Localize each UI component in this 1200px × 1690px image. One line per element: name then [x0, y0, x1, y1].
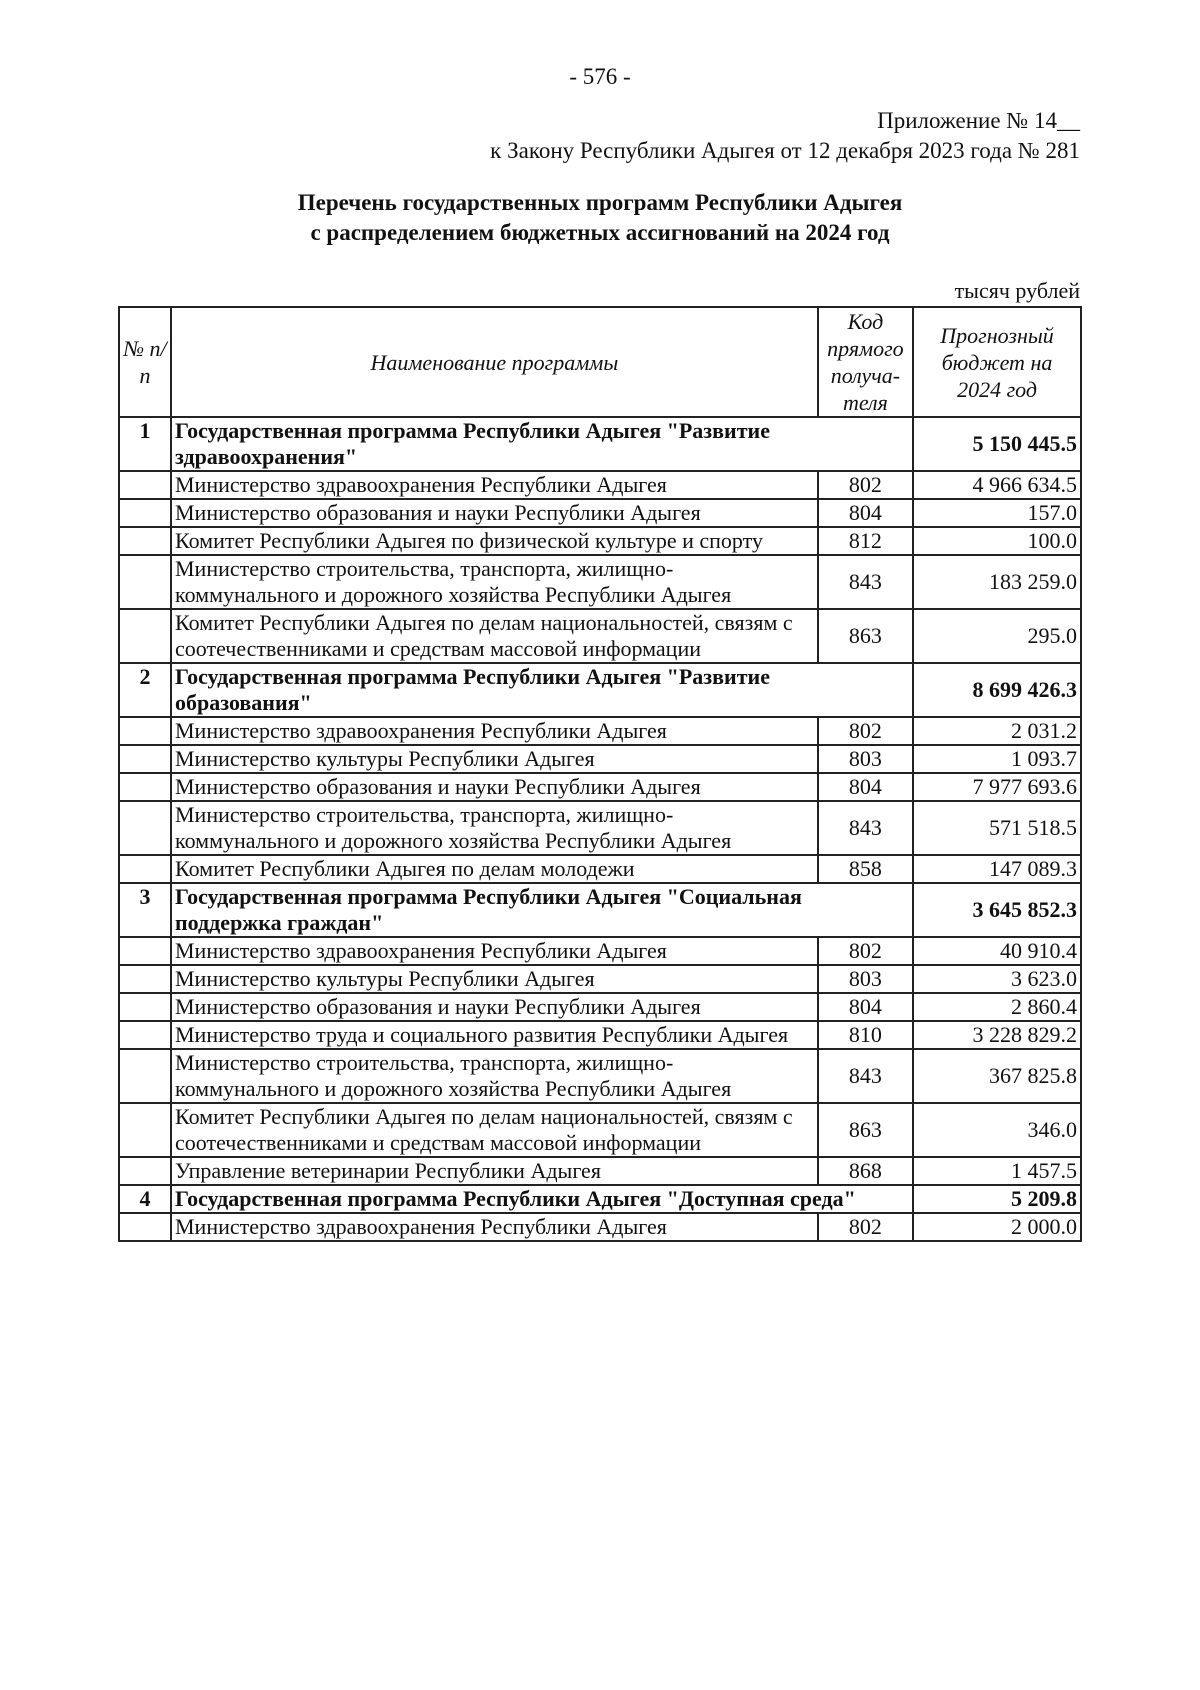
- program-row: [119, 883, 1081, 937]
- recipient-name: Министерство здравоохранения Республики Адыгея: [171, 1213, 818, 1241]
- table-body: [119, 417, 1081, 1241]
- recipient-row: [119, 1157, 1081, 1185]
- empty-number-cell: [119, 855, 171, 883]
- recipient-row: [119, 1049, 1081, 1103]
- empty-number-cell: [119, 471, 171, 499]
- recipient-row: [119, 937, 1081, 965]
- recipient-row: [119, 993, 1081, 1021]
- recipient-code: 858: [818, 855, 913, 883]
- recipient-code: 803: [818, 965, 913, 993]
- empty-number-cell: [119, 993, 171, 1021]
- recipient-amount: 367 825.8: [913, 1049, 1081, 1103]
- recipient-name: Министерство здравоохранения Республики Адыгея: [171, 937, 818, 965]
- recipient-code: 804: [818, 773, 913, 801]
- empty-number-cell: [119, 773, 171, 801]
- recipient-row: [119, 855, 1081, 883]
- recipient-row: [119, 1213, 1081, 1241]
- program-row: [119, 663, 1081, 717]
- recipient-code: 812: [818, 527, 913, 555]
- empty-number-cell: [119, 499, 171, 527]
- recipient-code: 802: [818, 937, 913, 965]
- program-total: 8 699 426.3: [913, 663, 1081, 717]
- header-number: № п/п: [119, 307, 171, 417]
- program-total: 5 209.8: [913, 1185, 1081, 1213]
- empty-number-cell: [119, 1103, 171, 1157]
- recipient-amount: 100.0: [913, 527, 1081, 555]
- recipient-amount: 3 228 829.2: [913, 1021, 1081, 1049]
- recipient-row: [119, 499, 1081, 527]
- recipient-row: [119, 527, 1081, 555]
- recipient-code: 863: [818, 609, 913, 663]
- recipient-amount: 183 259.0: [913, 555, 1081, 609]
- recipient-code: 804: [818, 499, 913, 527]
- program-total: 3 645 852.3: [913, 883, 1081, 937]
- empty-number-cell: [119, 745, 171, 773]
- recipient-name: Министерство образования и науки Республики Адыгея: [171, 993, 818, 1021]
- recipient-code: 843: [818, 801, 913, 855]
- recipient-name: Министерство здравоохранения Республики Адыгея: [171, 471, 818, 499]
- recipient-amount: 1 457.5: [913, 1157, 1081, 1185]
- recipient-row: [119, 609, 1081, 663]
- recipient-name: Министерство образования и науки Республики Адыгея: [171, 499, 818, 527]
- recipient-code: 804: [818, 993, 913, 1021]
- program-number: 2: [119, 663, 171, 717]
- recipient-code: 803: [818, 745, 913, 773]
- program-row: [119, 1185, 1081, 1213]
- recipient-amount: 7 977 693.6: [913, 773, 1081, 801]
- header-program-name: Наименование программы: [171, 307, 818, 417]
- program-number: 1: [119, 417, 171, 471]
- recipient-code: 810: [818, 1021, 913, 1049]
- table-header-row: [119, 307, 1081, 417]
- program-name: Государственная программа Республики Адыгея "Социальная поддержка граждан": [171, 883, 913, 937]
- empty-number-cell: [119, 937, 171, 965]
- recipient-name: Комитет Республики Адыгея по физической культуре и спорту: [171, 527, 818, 555]
- recipient-amount: 40 910.4: [913, 937, 1081, 965]
- recipient-amount: 4 966 634.5: [913, 471, 1081, 499]
- recipient-row: [119, 745, 1081, 773]
- recipient-name: Министерство строительства, транспорта, жилищно-коммунального и дорожного хозяйства Республики Адыгея: [171, 801, 818, 855]
- recipient-row: [119, 773, 1081, 801]
- program-number: 4: [119, 1185, 171, 1213]
- recipient-row: [119, 801, 1081, 855]
- recipient-row: [119, 717, 1081, 745]
- recipient-name: Управление ветеринарии Республики Адыгея: [171, 1157, 818, 1185]
- recipient-name: Министерство строительства, транспорта, жилищно-коммунального и дорожного хозяйства Республики Адыгея: [171, 555, 818, 609]
- recipient-row: [119, 1021, 1081, 1049]
- recipient-code: 863: [818, 1103, 913, 1157]
- document-title-line-2: с распределением бюджетных ассигнований на 2024 год: [310, 220, 890, 245]
- appendix-reference: [490, 106, 1080, 166]
- program-name: Государственная программа Республики Адыгея "Развитие образования": [171, 663, 913, 717]
- program-row: [119, 417, 1081, 471]
- recipient-amount: 1 093.7: [913, 745, 1081, 773]
- header-recipient-code: Код прямого получа-теля: [818, 307, 913, 417]
- budget-table: [118, 306, 1082, 1242]
- program-number: 3: [119, 883, 171, 937]
- appendix-number: Приложение № 14__: [877, 108, 1080, 133]
- recipient-row: [119, 471, 1081, 499]
- recipient-code: 802: [818, 471, 913, 499]
- recipient-row: [119, 1103, 1081, 1157]
- program-name: Государственная программа Республики Адыгея "Доступная среда": [171, 1185, 913, 1213]
- empty-number-cell: [119, 555, 171, 609]
- recipient-code: 843: [818, 1049, 913, 1103]
- page-number: - 576 -: [569, 64, 631, 89]
- empty-number-cell: [119, 527, 171, 555]
- recipient-amount: 295.0: [913, 609, 1081, 663]
- recipient-amount: 2 860.4: [913, 993, 1081, 1021]
- empty-number-cell: [119, 1049, 171, 1103]
- recipient-name: Министерство образования и науки Республики Адыгея: [171, 773, 818, 801]
- recipient-amount: 346.0: [913, 1103, 1081, 1157]
- recipient-row: [119, 555, 1081, 609]
- appendix-law-reference: к Закону Республики Адыгея от 12 декабря 2023 года № 281: [490, 138, 1080, 163]
- document-title: [0, 188, 1200, 248]
- recipient-name: Министерство культуры Республики Адыгея: [171, 965, 818, 993]
- recipient-name: Комитет Республики Адыгея по делам молодежи: [171, 855, 818, 883]
- recipient-name: Министерство труда и социального развития Республики Адыгея: [171, 1021, 818, 1049]
- units-label: тысяч рублей: [954, 278, 1080, 303]
- empty-number-cell: [119, 1157, 171, 1185]
- recipient-name: Комитет Республики Адыгея по делам национальностей, связям с соотечественниками и средствам массовой информации: [171, 609, 818, 663]
- recipient-code: 868: [818, 1157, 913, 1185]
- recipient-amount: 2 000.0: [913, 1213, 1081, 1241]
- recipient-name: Министерство культуры Республики Адыгея: [171, 745, 818, 773]
- empty-number-cell: [119, 609, 171, 663]
- empty-number-cell: [119, 717, 171, 745]
- recipient-code: 843: [818, 555, 913, 609]
- empty-number-cell: [119, 1021, 171, 1049]
- recipient-amount: 3 623.0: [913, 965, 1081, 993]
- program-total: 5 150 445.5: [913, 417, 1081, 471]
- recipient-name: Министерство здравоохранения Республики Адыгея: [171, 717, 818, 745]
- recipient-row: [119, 965, 1081, 993]
- recipient-amount: 147 089.3: [913, 855, 1081, 883]
- empty-number-cell: [119, 1213, 171, 1241]
- recipient-amount: 2 031.2: [913, 717, 1081, 745]
- program-name: Государственная программа Республики Адыгея "Развитие здравоохранения": [171, 417, 913, 471]
- recipient-name: Комитет Республики Адыгея по делам национальностей, связям с соотечественниками и средствам массовой информации: [171, 1103, 818, 1157]
- recipient-amount: 157.0: [913, 499, 1081, 527]
- empty-number-cell: [119, 801, 171, 855]
- recipient-code: 802: [818, 1213, 913, 1241]
- header-forecast-budget: Прогнозный бюджет на 2024 год: [913, 307, 1081, 417]
- document-title-line-1: Перечень государственных программ Республики Адыгея: [297, 190, 903, 215]
- recipient-amount: 571 518.5: [913, 801, 1081, 855]
- empty-number-cell: [119, 965, 171, 993]
- recipient-code: 802: [818, 717, 913, 745]
- recipient-name: Министерство строительства, транспорта, жилищно-коммунального и дорожного хозяйства Республики Адыгея: [171, 1049, 818, 1103]
